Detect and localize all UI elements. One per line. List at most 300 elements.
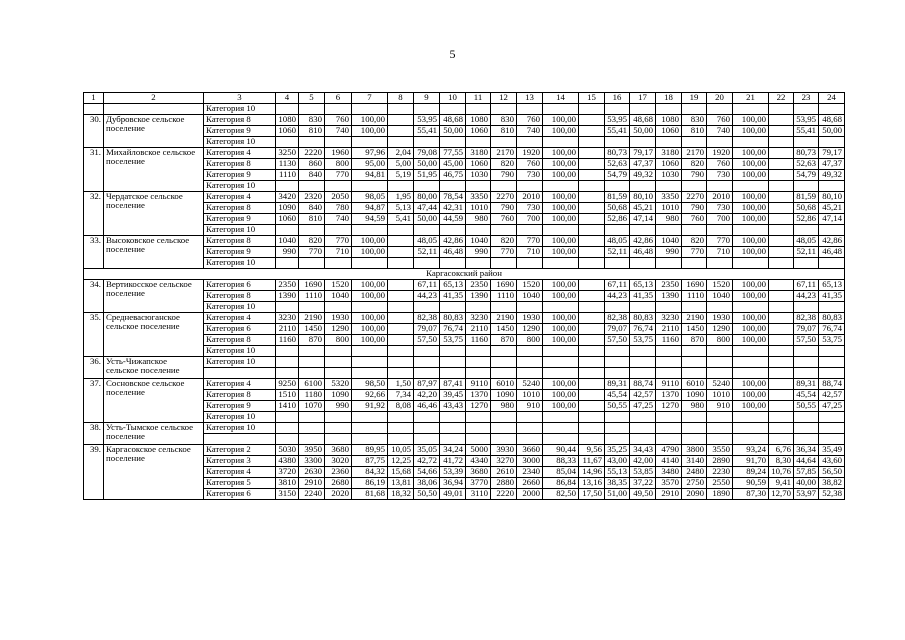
value-cell xyxy=(466,181,491,192)
value-cell xyxy=(276,225,299,236)
value-cell: 1920 xyxy=(517,148,543,159)
value-cell: 740 xyxy=(517,126,543,137)
table-row xyxy=(84,313,845,324)
value-cell xyxy=(579,214,605,225)
category-cell: Категория 10 xyxy=(204,423,276,434)
value-cell: 47,37 xyxy=(819,159,845,170)
table-row xyxy=(84,423,845,434)
value-cell xyxy=(630,357,656,368)
value-cell xyxy=(630,302,656,313)
value-cell: 67,11 xyxy=(605,280,630,291)
table-row xyxy=(84,379,845,390)
value-cell: 790 xyxy=(491,203,517,214)
column-header: 15 xyxy=(579,93,605,104)
row-number: 38. xyxy=(84,423,104,445)
value-cell: 2910 xyxy=(299,478,325,489)
value-cell: 800 xyxy=(325,159,352,170)
table-row xyxy=(84,236,845,247)
value-cell xyxy=(605,137,630,148)
value-cell: 1030 xyxy=(656,170,682,181)
category-cell: Категория 2 xyxy=(204,445,276,456)
value-cell: 94,87 xyxy=(352,203,388,214)
value-cell: 48,05 xyxy=(414,236,440,247)
value-cell: 43,60 xyxy=(819,456,845,467)
value-cell: 100,00 xyxy=(352,280,388,291)
value-cell: 43,43 xyxy=(440,401,466,412)
value-cell xyxy=(440,104,466,115)
value-cell xyxy=(440,137,466,148)
value-cell xyxy=(543,423,579,434)
value-cell: 3720 xyxy=(276,467,299,478)
value-cell: 100,00 xyxy=(543,379,579,390)
value-cell xyxy=(299,181,325,192)
value-cell xyxy=(414,357,440,368)
value-cell: 3230 xyxy=(466,313,491,324)
value-cell: 50,00 xyxy=(414,214,440,225)
value-cell: 82,38 xyxy=(414,313,440,324)
value-cell: 840 xyxy=(299,203,325,214)
value-cell: 6010 xyxy=(491,379,517,390)
value-cell: 91,70 xyxy=(733,456,769,467)
value-cell xyxy=(466,412,491,423)
value-cell xyxy=(819,346,845,357)
value-cell xyxy=(769,346,794,357)
value-cell: 100,00 xyxy=(733,115,769,126)
value-cell: 1390 xyxy=(656,291,682,302)
value-cell: 89,31 xyxy=(605,379,630,390)
value-cell xyxy=(352,225,388,236)
value-cell: 98,05 xyxy=(352,192,388,203)
value-cell: 790 xyxy=(682,203,707,214)
category-cell: Категория 10 xyxy=(204,357,276,368)
value-cell: 35,49 xyxy=(819,445,845,456)
value-cell: 770 xyxy=(491,247,517,258)
value-cell: 48,68 xyxy=(440,115,466,126)
value-cell: 76,74 xyxy=(630,324,656,335)
value-cell: 80,10 xyxy=(819,192,845,203)
value-cell: 12,25 xyxy=(388,456,414,467)
value-cell xyxy=(491,412,517,423)
value-cell: 2110 xyxy=(276,324,299,335)
value-cell: 65,13 xyxy=(630,280,656,291)
value-cell: 1040 xyxy=(707,291,733,302)
value-cell: 730 xyxy=(707,203,733,214)
value-cell xyxy=(352,137,388,148)
district-row xyxy=(84,269,845,280)
value-cell: 1110 xyxy=(299,291,325,302)
value-cell xyxy=(579,368,605,379)
value-cell xyxy=(299,137,325,148)
value-cell: 740 xyxy=(325,126,352,137)
value-cell: 9250 xyxy=(276,379,299,390)
value-cell: 810 xyxy=(491,126,517,137)
value-cell: 100,00 xyxy=(352,313,388,324)
value-cell xyxy=(630,423,656,434)
category-cell: Категория 5 xyxy=(204,478,276,489)
value-cell: 790 xyxy=(682,170,707,181)
value-cell: 34,43 xyxy=(630,445,656,456)
value-cell: 1090 xyxy=(276,203,299,214)
value-cell: 50,00 xyxy=(414,159,440,170)
value-cell: 55,41 xyxy=(605,126,630,137)
settlement-name: Усть-Чижапское сельское поселение xyxy=(104,357,204,379)
category-cell: Категория 4 xyxy=(204,379,276,390)
value-cell xyxy=(794,357,819,368)
value-cell: 990 xyxy=(466,247,491,258)
value-cell: 1030 xyxy=(466,170,491,181)
value-cell: 1290 xyxy=(517,324,543,335)
value-cell: 100,00 xyxy=(543,192,579,203)
value-cell: 77,55 xyxy=(440,148,466,159)
value-cell xyxy=(491,302,517,313)
value-cell: 2910 xyxy=(656,489,682,500)
category-cell: Категория 10 xyxy=(204,302,276,313)
value-cell xyxy=(299,302,325,313)
settlement-name: Чердатское сельское поселение xyxy=(104,192,204,236)
value-cell: 3140 xyxy=(682,456,707,467)
value-cell xyxy=(325,302,352,313)
value-cell xyxy=(769,302,794,313)
column-header: 17 xyxy=(630,93,656,104)
value-cell xyxy=(466,423,491,434)
value-cell xyxy=(388,324,414,335)
value-cell: 79,07 xyxy=(794,324,819,335)
value-cell: 830 xyxy=(299,115,325,126)
value-cell xyxy=(682,258,707,269)
value-cell: 50,55 xyxy=(794,401,819,412)
value-cell xyxy=(605,258,630,269)
value-cell: 100,00 xyxy=(733,148,769,159)
column-header: 22 xyxy=(769,93,794,104)
header-row xyxy=(84,93,845,104)
value-cell xyxy=(656,258,682,269)
value-cell xyxy=(682,104,707,115)
value-cell: 1290 xyxy=(707,324,733,335)
value-cell xyxy=(819,357,845,368)
value-cell: 3680 xyxy=(325,445,352,456)
value-cell: 5240 xyxy=(707,379,733,390)
value-cell: 3350 xyxy=(466,192,491,203)
value-cell xyxy=(794,412,819,423)
value-cell xyxy=(605,346,630,357)
value-cell xyxy=(388,181,414,192)
category-cell: Категория 9 xyxy=(204,170,276,181)
value-cell xyxy=(605,104,630,115)
table-row xyxy=(84,357,845,368)
value-cell: 47,37 xyxy=(630,159,656,170)
value-cell xyxy=(579,159,605,170)
value-cell: 38,82 xyxy=(819,478,845,489)
value-cell: 45,54 xyxy=(605,390,630,401)
value-cell: 760 xyxy=(491,214,517,225)
value-cell xyxy=(352,302,388,313)
value-cell: 50,68 xyxy=(794,203,819,214)
value-cell: 710 xyxy=(325,247,352,258)
value-cell xyxy=(769,115,794,126)
value-cell: 100,00 xyxy=(543,280,579,291)
value-cell: 3680 xyxy=(466,467,491,478)
column-header: 10 xyxy=(440,93,466,104)
column-header: 3 xyxy=(204,93,276,104)
value-cell: 810 xyxy=(299,126,325,137)
value-cell xyxy=(388,302,414,313)
value-cell xyxy=(707,434,733,445)
value-cell: 3300 xyxy=(299,456,325,467)
value-cell: 53,95 xyxy=(605,115,630,126)
category-cell: Категория 3 xyxy=(204,456,276,467)
value-cell xyxy=(388,357,414,368)
row-number: 31. xyxy=(84,148,104,192)
value-cell: 46,75 xyxy=(440,170,466,181)
value-cell: 1040 xyxy=(276,236,299,247)
value-cell: 47,25 xyxy=(819,401,845,412)
value-cell: 52,86 xyxy=(605,214,630,225)
value-cell: 1270 xyxy=(466,401,491,412)
column-header: 2 xyxy=(104,93,204,104)
value-cell: 1290 xyxy=(325,324,352,335)
category-cell: Категория 4 xyxy=(204,148,276,159)
value-cell: 1080 xyxy=(276,115,299,126)
value-cell xyxy=(579,170,605,181)
value-cell: 44,23 xyxy=(794,291,819,302)
value-cell: 860 xyxy=(299,159,325,170)
value-cell: 2630 xyxy=(299,467,325,478)
value-cell xyxy=(769,313,794,324)
value-cell: 4140 xyxy=(656,456,682,467)
value-cell xyxy=(769,203,794,214)
value-cell xyxy=(794,346,819,357)
value-cell: 55,41 xyxy=(794,126,819,137)
value-cell: 40,00 xyxy=(794,478,819,489)
value-cell: 100,00 xyxy=(543,247,579,258)
value-cell xyxy=(794,423,819,434)
value-cell xyxy=(388,291,414,302)
value-cell: 980 xyxy=(491,401,517,412)
value-cell: 3570 xyxy=(656,478,682,489)
value-cell xyxy=(352,346,388,357)
value-cell: 100,00 xyxy=(543,390,579,401)
value-cell: 2000 xyxy=(517,489,543,500)
value-cell: 44,23 xyxy=(605,291,630,302)
value-cell: 67,11 xyxy=(414,280,440,291)
value-cell xyxy=(579,236,605,247)
value-cell: 710 xyxy=(517,247,543,258)
value-cell: 88,74 xyxy=(819,379,845,390)
value-cell: 100,00 xyxy=(733,401,769,412)
value-cell: 55,41 xyxy=(414,126,440,137)
value-cell: 1390 xyxy=(466,291,491,302)
value-cell: 81,68 xyxy=(352,489,388,500)
category-cell: Категория 6 xyxy=(204,489,276,500)
value-cell: 4790 xyxy=(656,445,682,456)
value-cell: 3420 xyxy=(276,192,299,203)
value-cell xyxy=(414,423,440,434)
value-cell: 2350 xyxy=(466,280,491,291)
value-cell: 53,85 xyxy=(630,467,656,478)
value-cell: 700 xyxy=(517,214,543,225)
value-cell xyxy=(299,104,325,115)
value-cell xyxy=(276,423,299,434)
value-cell xyxy=(325,434,352,445)
value-cell: 6100 xyxy=(299,379,325,390)
value-cell xyxy=(769,412,794,423)
value-cell: 770 xyxy=(517,236,543,247)
value-cell xyxy=(769,170,794,181)
value-cell xyxy=(466,434,491,445)
value-cell: 4380 xyxy=(276,456,299,467)
value-cell: 42,31 xyxy=(440,203,466,214)
value-cell xyxy=(605,225,630,236)
value-cell: 41,35 xyxy=(630,291,656,302)
value-cell xyxy=(579,357,605,368)
value-cell xyxy=(682,434,707,445)
value-cell: 3250 xyxy=(276,148,299,159)
value-cell: 3180 xyxy=(656,148,682,159)
value-cell xyxy=(656,104,682,115)
value-cell: 870 xyxy=(299,335,325,346)
value-cell xyxy=(299,258,325,269)
value-cell xyxy=(707,346,733,357)
value-cell: 1930 xyxy=(707,313,733,324)
value-cell: 1930 xyxy=(325,313,352,324)
value-cell xyxy=(733,302,769,313)
table-row xyxy=(84,280,845,291)
value-cell xyxy=(543,412,579,423)
value-cell xyxy=(707,412,733,423)
value-cell: 44,59 xyxy=(440,214,466,225)
value-cell xyxy=(543,357,579,368)
value-cell xyxy=(682,181,707,192)
value-cell: 100,00 xyxy=(543,115,579,126)
value-cell xyxy=(579,104,605,115)
value-cell: 9110 xyxy=(466,379,491,390)
value-cell xyxy=(656,412,682,423)
value-cell: 5,00 xyxy=(388,159,414,170)
value-cell: 42,57 xyxy=(630,390,656,401)
row-number: 37. xyxy=(84,379,104,423)
value-cell xyxy=(517,412,543,423)
value-cell: 48,68 xyxy=(819,115,845,126)
value-cell: 1090 xyxy=(682,390,707,401)
value-cell: 91,92 xyxy=(352,401,388,412)
value-cell: 46,46 xyxy=(414,401,440,412)
value-cell: 38,35 xyxy=(605,478,630,489)
value-cell: 740 xyxy=(325,214,352,225)
value-cell: 800 xyxy=(325,335,352,346)
value-cell xyxy=(630,412,656,423)
value-cell xyxy=(388,313,414,324)
value-cell: 42,72 xyxy=(414,456,440,467)
value-cell: 85,04 xyxy=(543,467,579,478)
value-cell: 53,97 xyxy=(794,489,819,500)
value-cell xyxy=(325,137,352,148)
value-cell: 65,13 xyxy=(440,280,466,291)
value-cell xyxy=(414,104,440,115)
value-cell: 1690 xyxy=(491,280,517,291)
value-cell xyxy=(517,357,543,368)
value-cell xyxy=(325,346,352,357)
value-cell: 3770 xyxy=(466,478,491,489)
value-cell xyxy=(656,368,682,379)
value-cell: 18,32 xyxy=(388,489,414,500)
value-cell: 2550 xyxy=(707,478,733,489)
value-cell: 49,32 xyxy=(819,170,845,181)
value-cell: 100,00 xyxy=(733,170,769,181)
value-cell xyxy=(491,346,517,357)
value-cell: 100,00 xyxy=(733,247,769,258)
value-cell: 1070 xyxy=(299,401,325,412)
value-cell: 100,00 xyxy=(543,159,579,170)
value-cell: 100,00 xyxy=(733,192,769,203)
value-cell: 80,73 xyxy=(605,148,630,159)
category-cell: Категория 4 xyxy=(204,313,276,324)
value-cell: 910 xyxy=(517,401,543,412)
value-cell xyxy=(682,368,707,379)
value-cell: 100,00 xyxy=(733,379,769,390)
value-cell xyxy=(466,104,491,115)
value-cell: 79,07 xyxy=(605,324,630,335)
value-cell: 53,95 xyxy=(414,115,440,126)
value-cell xyxy=(733,104,769,115)
value-cell: 53,75 xyxy=(440,335,466,346)
value-cell: 2350 xyxy=(276,280,299,291)
value-cell xyxy=(414,346,440,357)
value-cell: 1040 xyxy=(656,236,682,247)
value-cell: 820 xyxy=(299,236,325,247)
value-cell xyxy=(414,137,440,148)
value-cell: 2010 xyxy=(707,192,733,203)
value-cell xyxy=(325,423,352,434)
value-cell: 100,00 xyxy=(352,324,388,335)
value-cell xyxy=(466,302,491,313)
value-cell: 770 xyxy=(325,236,352,247)
value-cell: 39,45 xyxy=(440,390,466,401)
column-header: 20 xyxy=(707,93,733,104)
value-cell: 2190 xyxy=(299,313,325,324)
value-cell xyxy=(819,368,845,379)
value-cell: 5030 xyxy=(276,445,299,456)
value-cell: 100,00 xyxy=(543,401,579,412)
value-cell: 80,00 xyxy=(414,192,440,203)
value-cell xyxy=(440,258,466,269)
value-cell xyxy=(819,302,845,313)
value-cell: 760 xyxy=(707,115,733,126)
value-cell xyxy=(769,423,794,434)
value-cell xyxy=(769,181,794,192)
value-cell: 52,63 xyxy=(794,159,819,170)
value-cell xyxy=(299,357,325,368)
value-cell: 100,00 xyxy=(733,236,769,247)
value-cell xyxy=(579,401,605,412)
value-cell: 54,79 xyxy=(794,170,819,181)
value-cell: 990 xyxy=(656,247,682,258)
value-cell: 81,59 xyxy=(794,192,819,203)
value-cell xyxy=(491,258,517,269)
value-cell: 1520 xyxy=(517,280,543,291)
value-cell xyxy=(543,104,579,115)
column-header: 24 xyxy=(819,93,845,104)
category-cell: Категория 10 xyxy=(204,346,276,357)
value-cell xyxy=(440,302,466,313)
value-cell: 1060 xyxy=(466,126,491,137)
value-cell xyxy=(388,280,414,291)
value-cell: 1110 xyxy=(491,291,517,302)
value-cell: 770 xyxy=(707,236,733,247)
value-cell xyxy=(388,368,414,379)
value-cell: 100,00 xyxy=(352,335,388,346)
value-cell xyxy=(707,368,733,379)
value-cell: 50,00 xyxy=(630,126,656,137)
